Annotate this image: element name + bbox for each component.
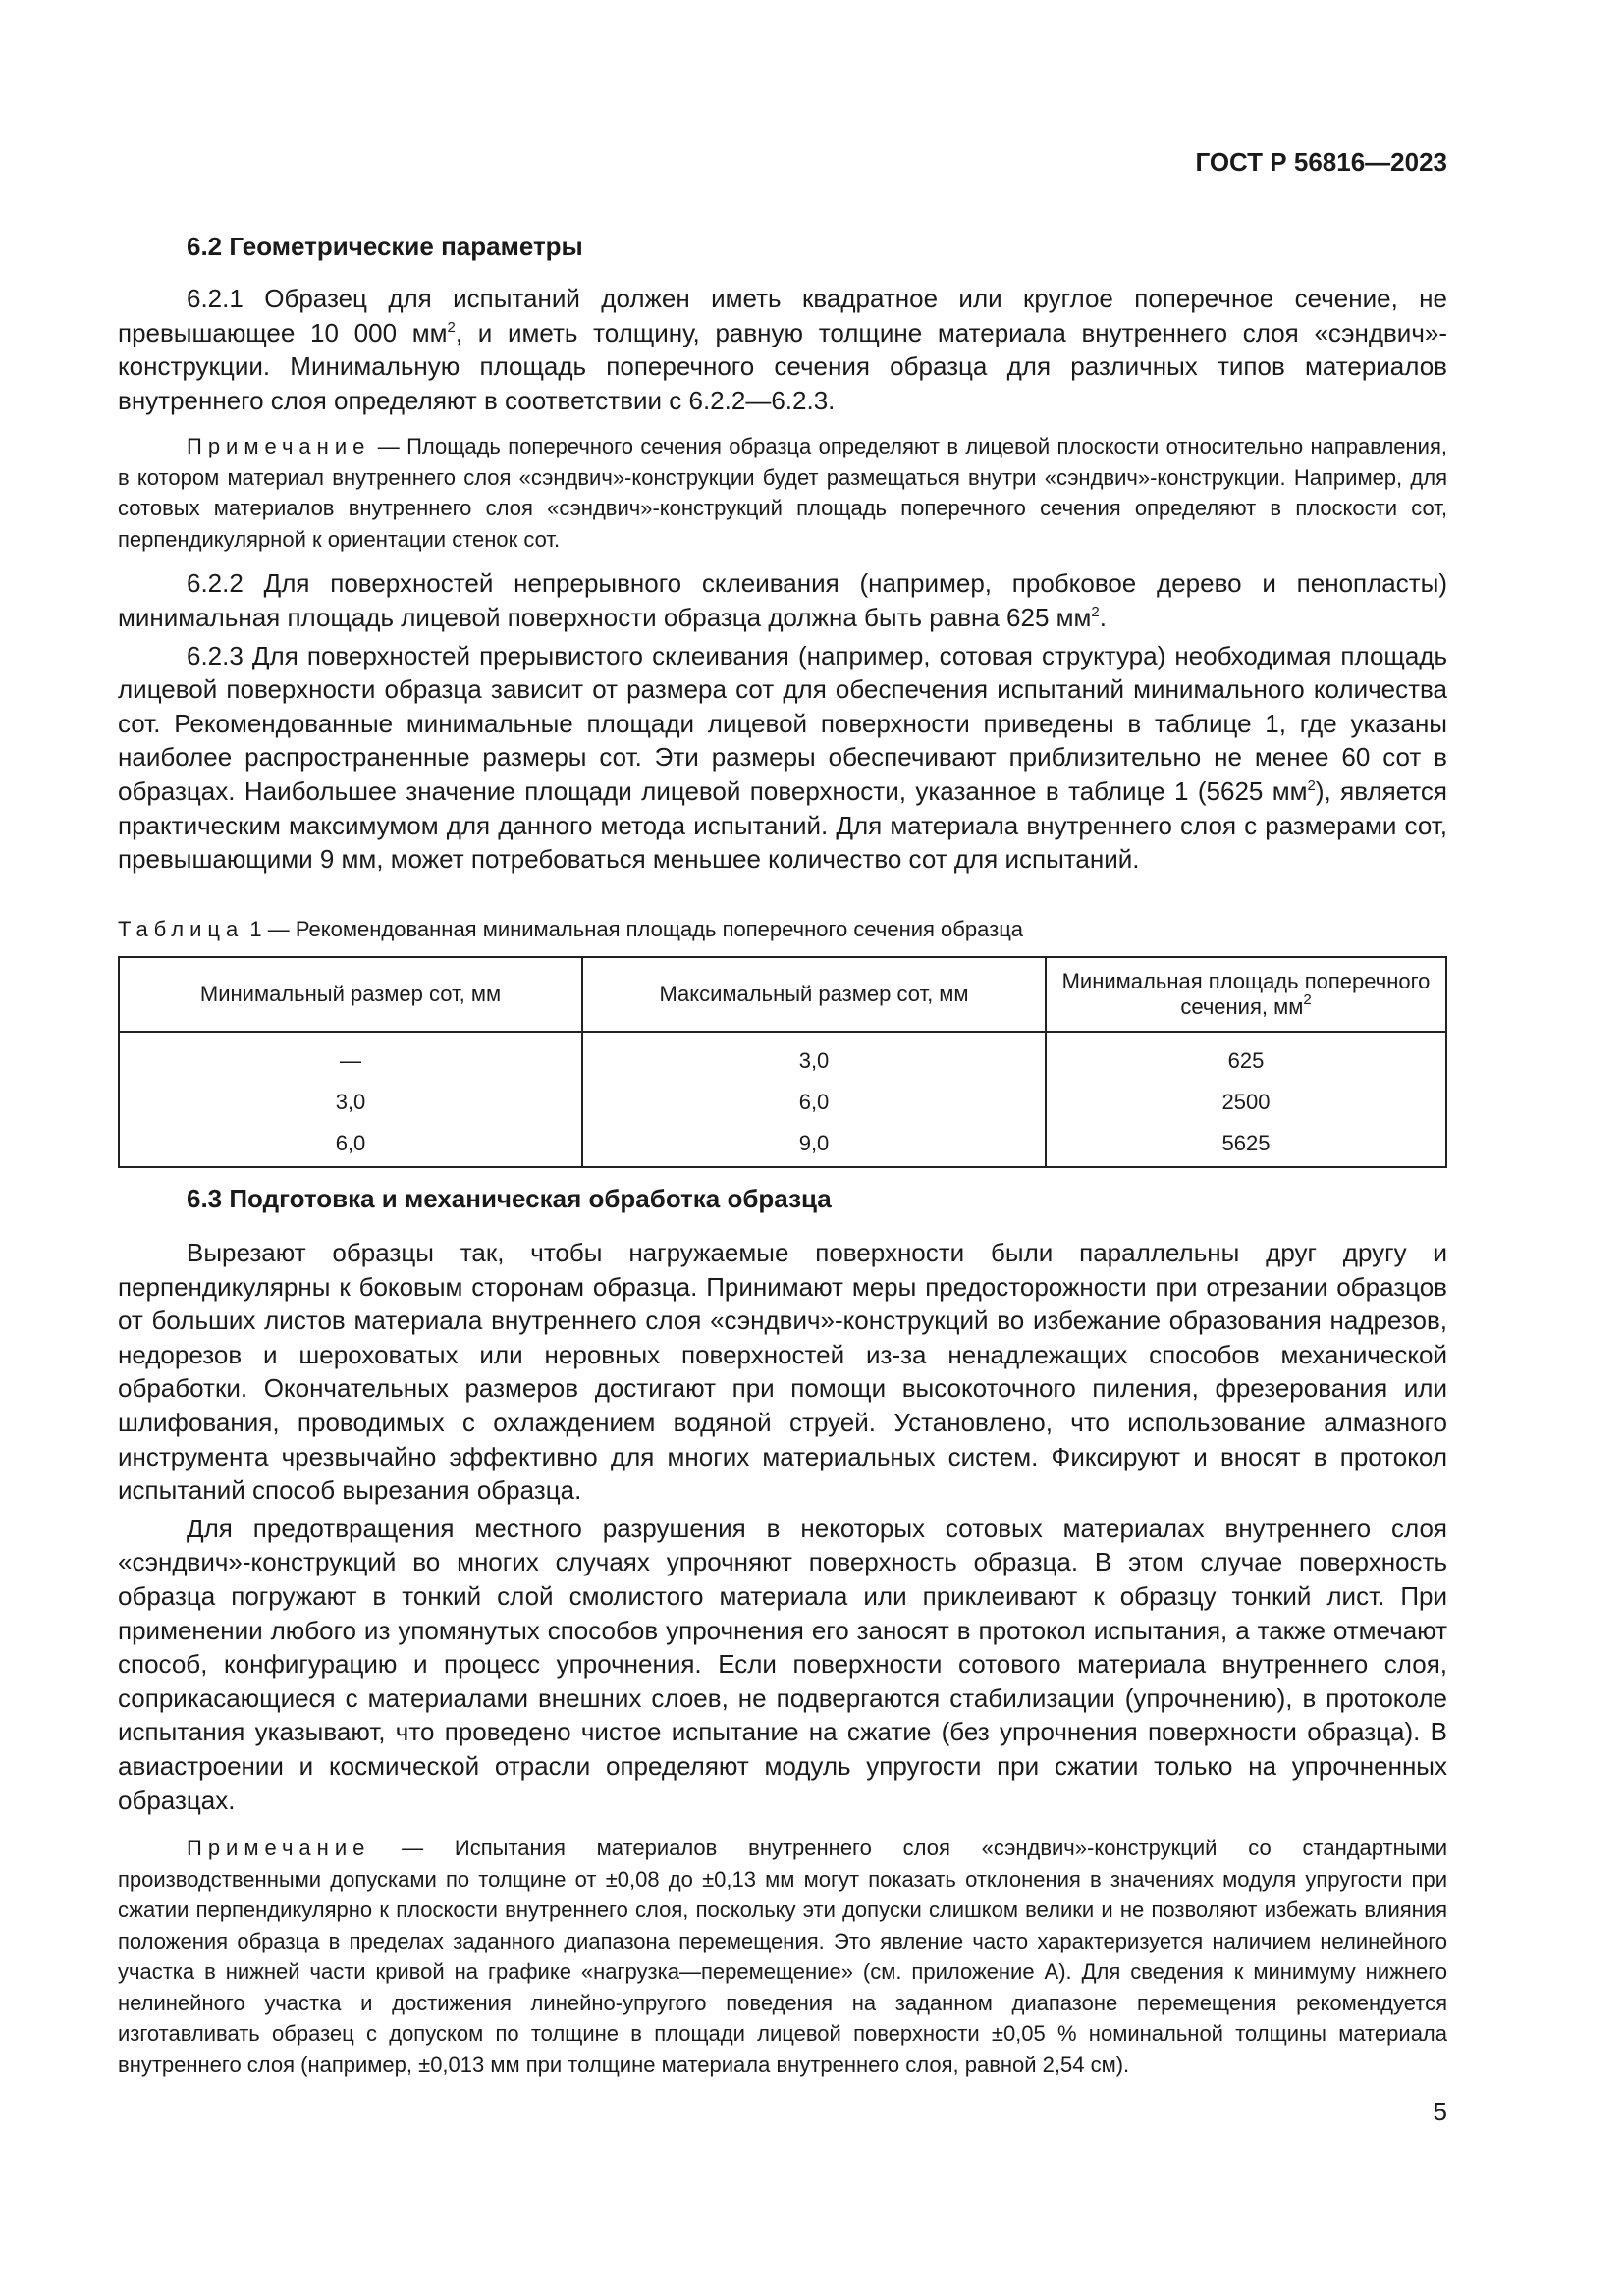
- cell-max: 9,0: [582, 1123, 1046, 1167]
- section-6-2-heading: 6.2 Геометрические параметры: [187, 232, 583, 261]
- section-6-3: [118, 1184, 1447, 2080]
- paragraph-6-3-1: Вырезают образцы так, чтобы нагружаемые поверхности были параллельны друг другу и перпендикулярны к боковым сторонам образца. Принимают меры предосторожности при отрезании образцов от больших листов материала внутреннего слоя «сэндвич»-конструкций во избежание образования надрезов, недорезов и шероховатых или неровных поверхностей из-за ненадлежащих способов механической обработки. Окончательных размеров достигают при помощи высокоточного пиления, фрезерования или шлифования, проводимых с охлаждением водяной струей. Установлено, что использование алмазного инструмента чрезвычайно эффективно для многих материальных систем. Фиксируют и вносят в протокол испытаний способ вырезания образца.: [118, 1238, 1447, 1506]
- paragraph-6-3-2: Для предотвращения местного разрушения в некоторых сотовых материалах внутреннего слоя «сэндвич»-конструкций во многих случаях упрочняют поверхность образца. В этом случае поверхность образца погружают в тонкий слой смолистого материала или приклеивают к образцу тонкий лист. При применении любого из упомянутых способов упрочнения его заносят в протокол испытания, а также отмечают способ, конфигурацию и процесс упрочнения. Если поверхности сотового материала внутреннего слоя, соприкасающиеся с материалами внешних слоев, не подвергаются стабилизации (упрочнению), в протоколе испытания указывают, что проведено чистое испытание на сжатие (без упрочнения поверхности образца). В авиастроении и космической отрасли определяют модуль упругости при сжатии только на упрочненных образцах.: [118, 1513, 1447, 1815]
- cell-area: 2500: [1046, 1082, 1446, 1123]
- paragraph-6-2-3: 6.2.3 Для поверхностей прерывистого склеивания (например, сотовая структура) необходимая площадь лицевой поверхности образца зависит от размера сот для обеспечения испытаний минимального количества сот. Рекомендованные минимальные площади лицевой поверхности приведены в таблице 1, где указаны наиболее распространенные размеры сот. Эти размеры обеспечивают приблизительно не менее 60 сот в образцах. Наибольшее значение площади лицевой поверхности, указанное в таблице 1 (5625 $мм^2$), является практическим максимумом для данного метода испытаний. Для материала внутреннего слоя с размерами сот, превышающими 9 мм, может потребоваться меньшее количество сот для испытаний.: [118, 640, 1447, 875]
- table-1-caption: Таблица 1 — Рекомендованная минимальная площадь поперечного сечения образца: [118, 917, 1024, 941]
- table-header-max-size: Максимальный размер сот, мм: [582, 957, 1046, 1032]
- paragraph-6-2-2: 6.2.2 Для поверхностей непрерывного склеивания (например, пробковое дерево и пенопласты) минимальная площадь лицевой поверхности образца должна быть равна 625 $мм^2$.: [118, 568, 1447, 632]
- table-row: [119, 1032, 1446, 1082]
- cell-min: 6,0: [119, 1123, 582, 1167]
- table-1: [118, 956, 1447, 1168]
- table-row: [119, 1123, 1446, 1167]
- paragraph-6-2-1: 6.2.1 Образец для испытаний должен иметь квадратное или круглое поперечное сечение, не превышающее 10 000 $мм^2$, и иметь толщину, равную толщине материала внутреннего слоя «сэндвич»-конструкции. Минимальную площадь поперечного сечения образца для различных типов материалов внутреннего слоя определяют в соответствии с 6.2.2—6.2.3.: [118, 284, 1447, 415]
- section-6-3-heading: 6.3 Подготовка и механическая обработка образца: [187, 1184, 832, 1213]
- cell-area: 5625: [1046, 1123, 1446, 1167]
- cell-max: 3,0: [582, 1032, 1046, 1082]
- table-header-min-size: Минимальный размер сот, мм: [119, 957, 582, 1032]
- note-6-2: Примечание — Площадь поперечного сечения образца определяют в лицевой плоскости относительно направления, в котором материал внутреннего слоя «сэндвич»-конструкции будет размещаться внутри «сэндвич»-конструкции. Например, для сотовых материалов внутреннего слоя «сэндвич»-конструкций площадь поперечного сечения определяют в плоскости сот, перпендикулярной к ориентации стенок сот.: [118, 434, 1447, 552]
- cell-min: 3,0: [119, 1082, 582, 1123]
- table-1-block: [118, 917, 1447, 1168]
- table-row: [119, 1082, 1446, 1123]
- cell-min: —: [119, 1032, 582, 1082]
- cell-area: 625: [1046, 1032, 1446, 1082]
- section-6-2: [118, 232, 1447, 877]
- note-6-3: Примечание — Испытания материалов внутреннего слоя «сэндвич»-конструкций со стандартными производственными допусками по толщине от ±0,08 до ±0,13 мм могут показать отклонения в значениях модуля упругости при сжатии перпендикулярно к плоскости внутреннего слоя, поскольку эти допуски слишком велики и не позволяют избежать влияния положения образца в пределах заданного диапазона перемещения. Это явление часто характеризуется наличием нелинейного участка в нижней части кривой на графике «нагрузка—перемещение» (см. приложение А). Для сведения к минимуму нижнего нелинейного участка и достижения линейно-упругого поведения на заданном диапазоне перемещения рекомендуется изготавливать образец с допуском по толщине в площади лицевой поверхности ±0,05 % номинальной толщины материала внутреннего слоя (например, ±0,013 мм при толщине материала внутреннего слоя, равной 2,54 см).: [118, 1836, 1447, 2077]
- document-code: ГОСТ Р 56816—2023: [1195, 147, 1447, 177]
- table-header-min-area: Минимальная площадь поперечного сечения, $мм^2$: [1046, 957, 1446, 1032]
- page-number: 5: [1433, 2097, 1447, 2126]
- cell-max: 6,0: [582, 1082, 1046, 1123]
